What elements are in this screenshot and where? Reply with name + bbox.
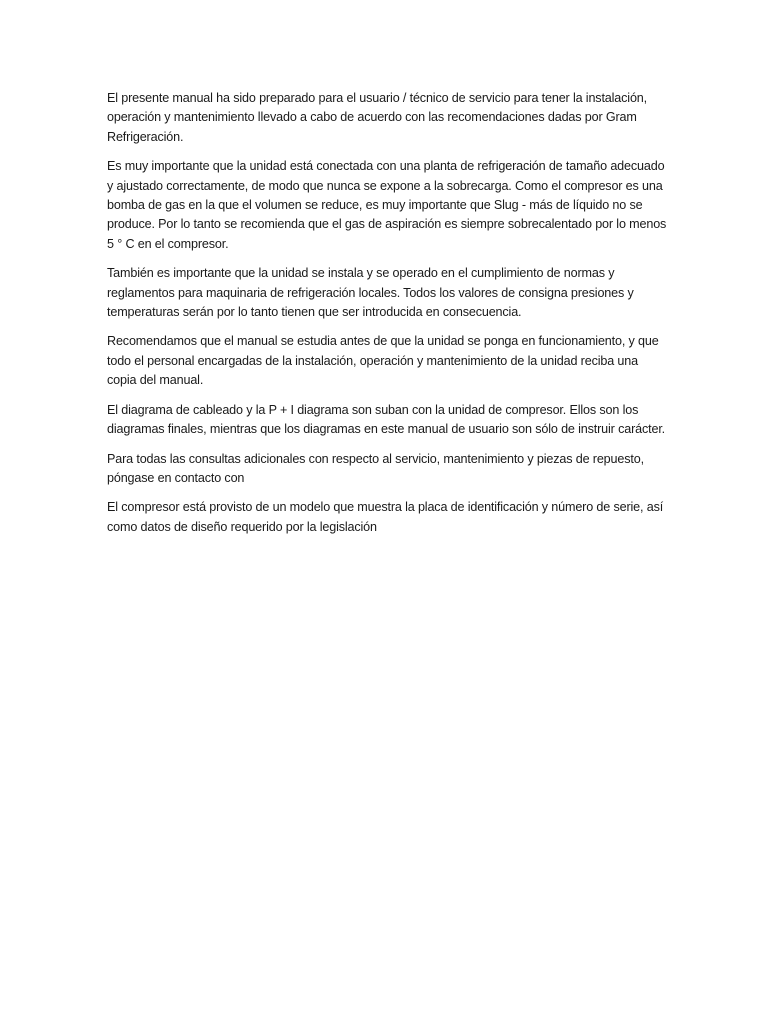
- paragraph-regulations: También es importante que la unidad se instala y se operado en el cumplimiento de normas y reglamentos para maquinaria de refrigeración locales. Todos los valores de consigna presiones y temperaturas serán por lo tanto tienen que ser introducida en consecuencia.: [107, 266, 634, 320]
- paragraph-nameplate: El compresor está provisto de un modelo que muestra la placa de identificación y número de serie, así como datos de diseño requerido por la legislación: [107, 500, 664, 534]
- paragraph-contact: Para todas las consultas adicionales con respecto al servicio, mantenimiento y piezas de repuesto, póngase en contacto con: [107, 451, 644, 485]
- paragraph-refrigeration-plant: Es muy importante que la unidad está conectada con una planta de refrigeración de tamaño adecuado y ajustado correctamente, de modo que nunca se expone a la sobrecarga. Como el compresor es una bomba de gas en la que el volumen se reduce, es muy importante que Slug - más de líquido no se produce. Por lo tanto se recomienda que el gas de aspiración es siempre sobrecalentado por lo menos 5 ° C en el compresor.: [107, 159, 667, 251]
- document-body: [107, 89, 667, 547]
- paragraph-intro: El presente manual ha sido preparado para el usuario / técnico de servicio para tener la instalación, operación y mantenimiento llevado a cabo de acuerdo con las recomendaciones dadas por Gram Refrigeración.: [107, 91, 648, 144]
- paragraph-diagrams: El diagrama de cableado y la P + I diagrama son suban con la unidad de compresor. Ellos son los diagramas finales, mientras que los diagramas en este manual de usuario son sólo de instruir carácter.: [107, 402, 666, 437]
- paragraph-recommendation: Recomendamos que el manual se estudia antes de que la unidad se ponga en funcionamiento, y que todo el personal encargadas de la instalación, operación y mantenimiento de la unidad reciba una copia del manual.: [107, 334, 659, 388]
